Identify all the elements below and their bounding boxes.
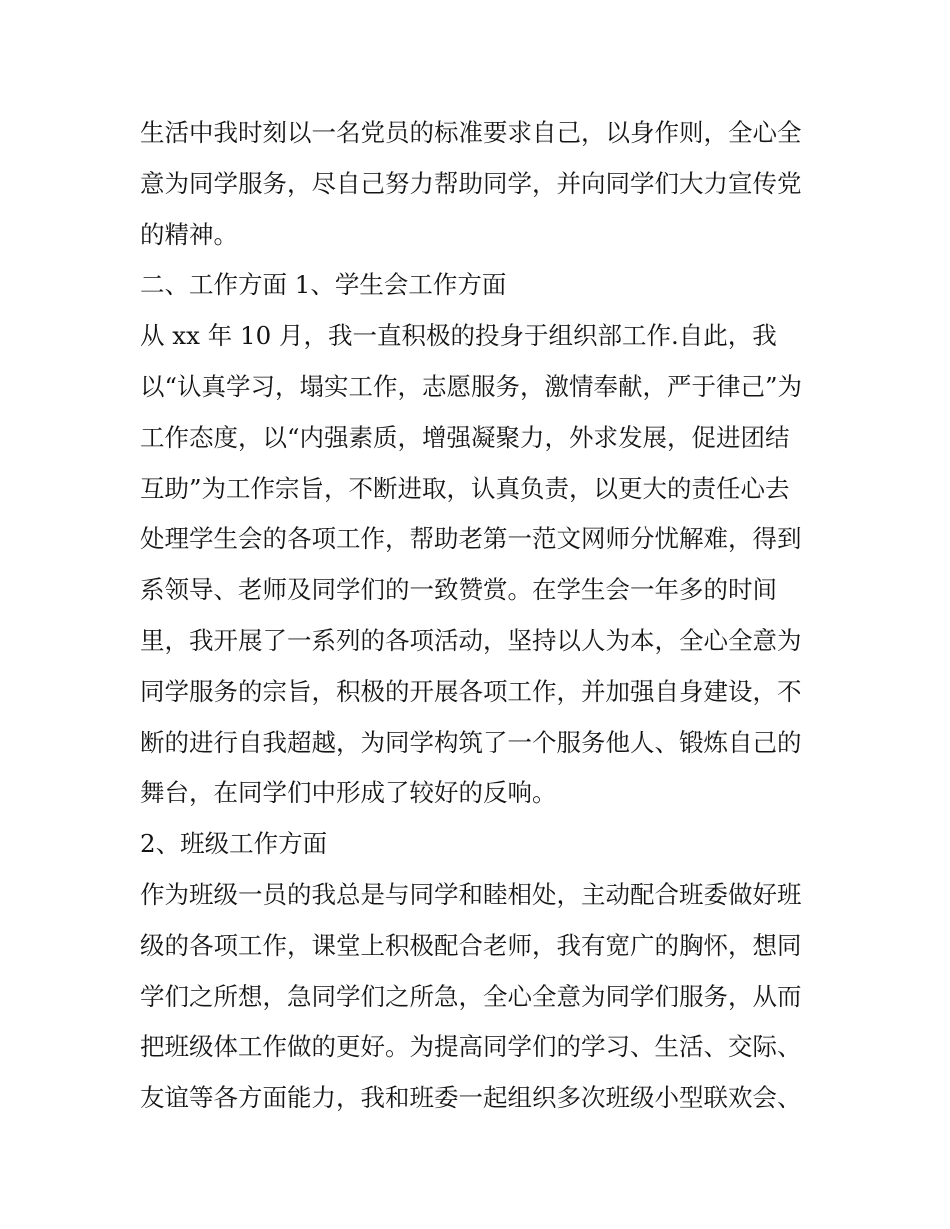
text-line: 舞台，在同学们中形成了较好的反响。 [140, 778, 557, 808]
text-line: 意为同学服务，尽自己努力帮助同学，并向同学们大力宣传党 [140, 168, 802, 198]
text-line: 级的各项工作，课堂上积极配合老师，我有宽广的胸怀，想同 [140, 930, 802, 960]
text-line: 从 xx 年 10 月，我一直积极的投身于组织部工作.自此，我 [140, 321, 777, 351]
text-line: 系领导、老师及同学们的一致赞赏。在学生会一年多的时间 [140, 575, 777, 605]
document-body [140, 108, 820, 1124]
text-line: 生活中我时刻以一名党员的标准要求自己，以身作则，全心全 [140, 118, 802, 147]
text-line: 友谊等各方面能力，我和班委一起组织多次班级小型联欢会、 [140, 1083, 802, 1113]
text-line: 以“认真学习，塌实工作，志愿服务，激情奉献，严于律己”为 [140, 371, 803, 401]
text-line: 同学服务的宗旨，积极的开展各项工作，并加强自身建设，不 [140, 676, 802, 706]
section-heading: 二、工作方面 1、学生会工作方面 [140, 270, 507, 300]
text-line: 互助”为工作宗旨，不断进取，认真负责，以更大的责任心去 [140, 473, 790, 503]
text-line: 作为班级一员的我总是与同学和睦相处，主动配合班委做好班 [140, 879, 802, 909]
text-line: 断的进行自我超越，为同学构筑了一个服务他人、锻炼自己的 [140, 727, 802, 757]
text-line: 的精神。 [140, 219, 238, 249]
text-line: 工作态度，以“内强素质，增强凝聚力，外求发展，促进团结 [140, 422, 790, 452]
section-heading: 2、班级工作方面 [140, 829, 328, 859]
text-line: 学们之所想，急同学们之所急，全心全意为同学们服务，从而 [140, 981, 802, 1011]
text-line: 处理学生会的各项工作，帮助老第一范文网师分忧解难，得到 [140, 524, 802, 554]
text-line: 里，我开展了一系列的各项活动，坚持以人为本，全心全意为 [140, 625, 802, 655]
text-line: 把班级体工作做的更好。为提高同学们的学习、生活、交际、 [140, 1032, 802, 1062]
